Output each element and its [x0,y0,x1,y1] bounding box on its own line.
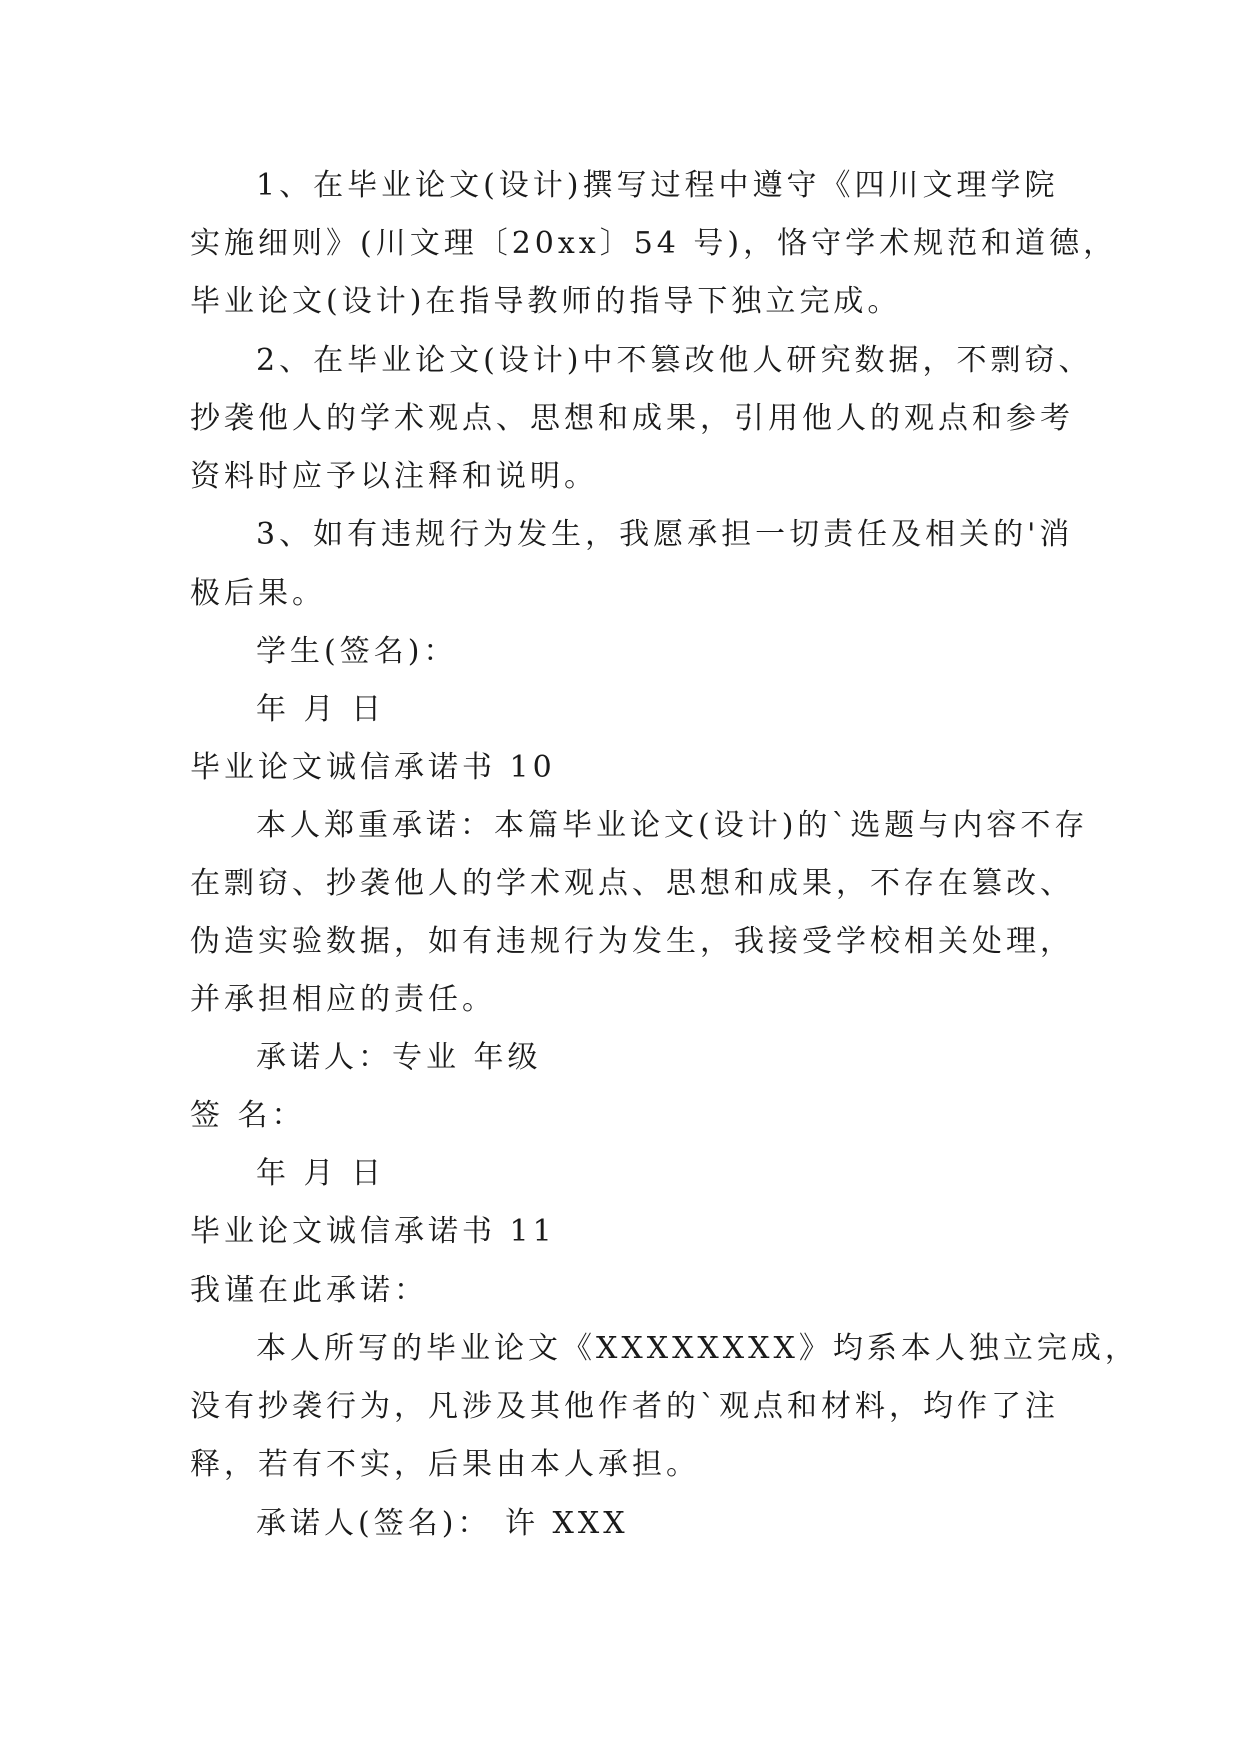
promisor-line: 承诺人：专业 年级 [256,1040,542,1075]
signature-label: 签 名： [190,1098,306,1133]
text-line: 释，若有不实，后果由本人承担。 [190,1447,700,1482]
text-line: 3、如有违规行为发生，我愿承担一切责任及相关的'消 [256,517,1074,552]
date-line: 年 月 日 [256,692,386,727]
text-line: 2、在毕业论文(设计)中不篡改他人研究数据，不剽窃、 [256,343,1093,378]
text-line: 在剽窃、抄袭他人的学术观点、思想和成果，不存在篡改、 [190,866,1074,901]
text-line: 并承担相应的责任。 [190,982,496,1017]
text-line: 我谨在此承诺： [190,1273,428,1308]
text-line: 实施细则》(川文理〔20xx〕54 号)，恪守学术规范和道德， [190,226,1118,261]
text-line: 极后果。 [190,576,326,611]
text-line: 伪造实验数据，如有违规行为发生，我接受学校相关处理， [190,924,1074,959]
text-line: 抄袭他人的学术观点、思想和成果，引用他人的观点和参考 [190,401,1074,436]
signature-label: 学生(签名)： [256,634,458,669]
date-line: 年 月 日 [256,1156,386,1191]
text-line: 资料时应予以注释和说明。 [190,459,598,494]
section-heading: 毕业论文诚信承诺书 11 [190,1214,556,1249]
text-line: 没有抄袭行为，凡涉及其他作者的`观点和材料，均作了注 [190,1389,1059,1424]
signature-label: 承诺人(签名)： 许 XXX [256,1506,629,1541]
text-line: 本人所写的毕业论文《XXXXXXXX》均系本人独立完成， [256,1331,1139,1366]
text-line: 毕业论文(设计)在指导教师的指导下独立完成。 [190,284,902,319]
text-line: 本人郑重承诺：本篇毕业论文(设计)的`选题与内容不存 [256,808,1089,843]
section-heading: 毕业论文诚信承诺书 10 [190,750,556,785]
text-line: 1、在毕业论文(设计)撰写过程中遵守《四川文理学院 [256,168,1059,203]
